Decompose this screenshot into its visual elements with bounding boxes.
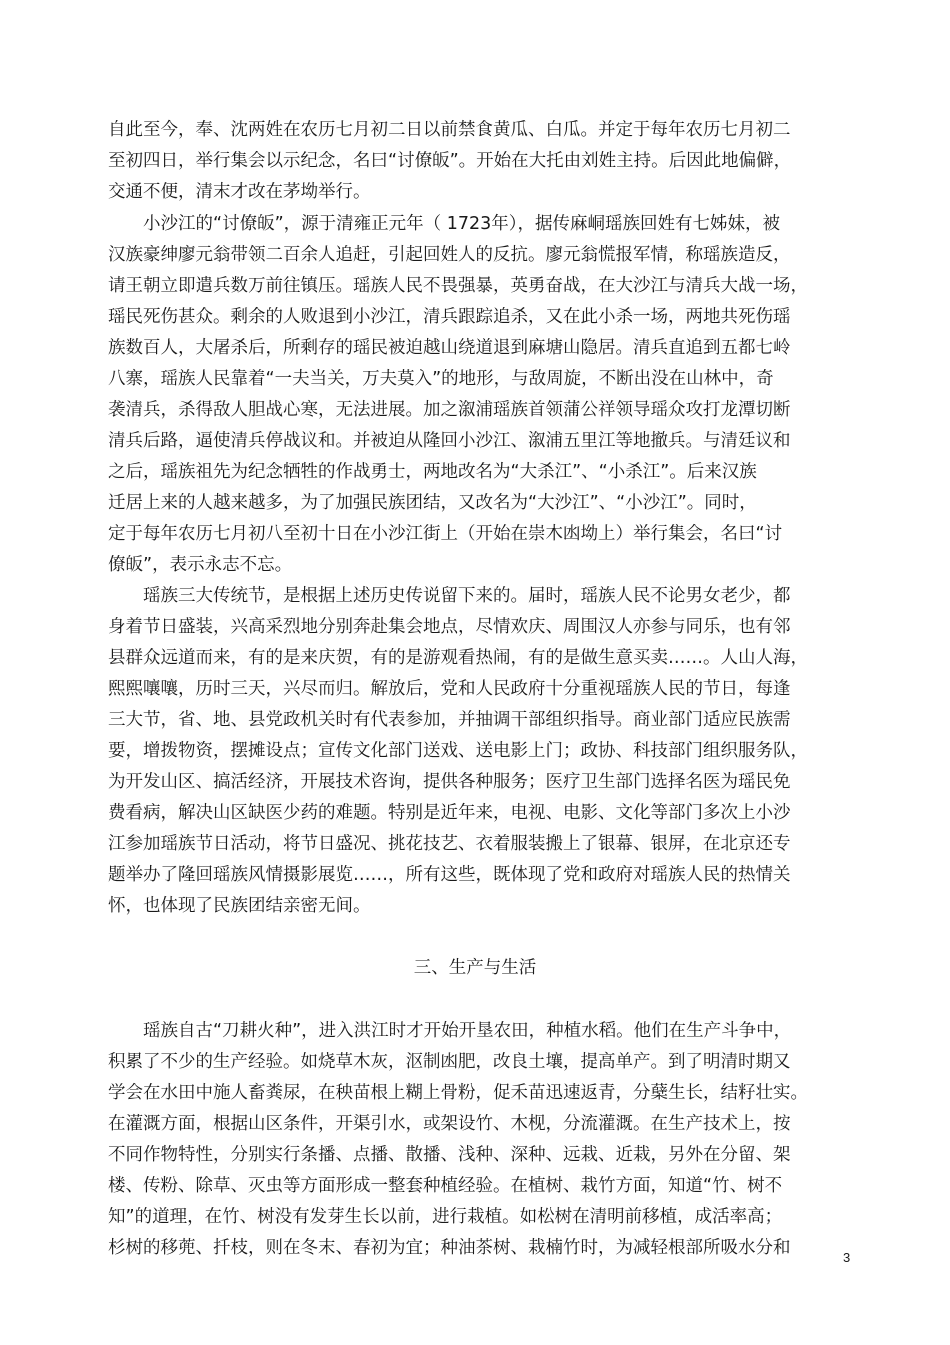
text-line: 定于每年农历七月初八至初十日在小沙江街上（开始在崇木凼坳上）举行集会，名曰“讨 — [108, 524, 783, 544]
text-line: 瑶族三大传统节，是根据上述历史传说留下来的。届时，瑶族人民不论男女老少，都 — [143, 586, 791, 606]
text-line: 自此至今，奉、沈两姓在农历七月初二日以前禁食黄瓜、白瓜。并定于每年农历七月初二 — [108, 120, 791, 140]
text-line: 县群众远道而来，有的是来庆贺，有的是游观看热闹，有的是做生意买卖……。人山人海， — [108, 648, 808, 668]
text-line: 瑶民死伤甚众。剩余的人败退到小沙江，清兵跟踪追杀，又在此小杀一场，两地共死伤瑶 — [108, 307, 791, 327]
text-line: 怀，也体现了民族团结亲密无间。 — [108, 896, 371, 916]
text-line: 之后，瑶族祖先为纪念牺牲的作战勇士，两地改名为“大杀江”、“小杀江”。后来汉族 — [108, 462, 757, 482]
text-line: 请王朝立即遣兵数万前往镇压。瑶族人民不畏强暴，英勇奋战，在大沙江与清兵大战一场， — [108, 276, 808, 296]
text-line: 清兵后路，逼使清兵停战议和。并被迫从隆回小沙江、溆浦五里江等地撤兵。与清廷议和 — [108, 431, 791, 451]
text-line: 熙熙嚷嚷，历时三天，兴尽而归。解放后，党和人民政府十分重视瑶族人民的节日，每逢 — [108, 679, 791, 699]
text-line: 至初四日，举行集会以示纪念，名曰“讨僚皈”。开始在大托由刘姓主持。后因此地偏僻， — [108, 151, 792, 171]
text-line: 瑶族自古“刀耕火种”，进入洪江时才开始开垦农田，种植水稻。他们在生产斗争中， — [143, 1021, 792, 1041]
text-line: 为开发山区、搞活经济，开展技术咨询，提供各种服务；医疗卫生部门选择名医为瑶民免 — [108, 772, 791, 792]
text-line: 八寨，瑶族人民靠着“一夫当关，万夫莫入”的地形，与敌周旋，不断出没在山林中，奇 — [108, 369, 774, 389]
text-line: 迁居上来的人越来越多，为了加强民族团结，又改名为“大沙江”、“小沙江”。同时， — [108, 493, 757, 513]
text-line: 费看病，解决山区缺医少药的难题。特别是近年来，电视、电影、文化等部门多次上小沙 — [108, 803, 791, 823]
text-line: 杉树的移蔸、扦枝，则在冬末、春初为宜；种油茶树、栽楠竹时，为减轻根部所吸水分和 — [108, 1238, 791, 1258]
text-line: 学会在水田中施人畜粪尿，在秧苗根上糊上骨粉，促禾苗迅速返青，分蘖生长，结籽壮实。 — [108, 1083, 808, 1103]
text-line: 族数百人，大屠杀后，所剩存的瑶民被迫越山绕道退到麻塘山隐居。清兵直追到五都七岭 — [108, 338, 791, 358]
text-line: 身着节日盛装，兴高采烈地分别奔赴集会地点，尽情欢庆、周围汉人亦参与同乐，也有邻 — [108, 617, 791, 637]
section-heading: 三、生产与生活 — [413, 958, 537, 978]
text-line: 袭清兵，杀得敌人胆战心寒，无法进展。加之溆浦瑶族首领蒲公祥领导瑶众攻打龙潭切断 — [108, 400, 791, 420]
text-line: 积累了不少的生产经验。如烧草木灰，沤制凼肥，改良土壤，提高单产。到了明清时期又 — [108, 1052, 791, 1072]
text-line: 僚皈”，表示永志不忘。 — [108, 555, 293, 575]
text-line: 不同作物特性，分别实行条播、点播、散播、浅种、深种、远栽、近栽，另外在分留、架 — [108, 1145, 791, 1165]
text-line: 题举办了隆回瑶族风情摄影展览……，所有这些，既体现了党和政府对瑶族人民的热情关 — [108, 865, 791, 885]
text-line: 楼、传粉、除草、灭虫等方面形成一整套种植经验。在植树、栽竹方面，知道“竹、树不 — [108, 1176, 783, 1196]
text-line: 要，增拨物资，摆摊设点；宣传文化部门送戏、送电影上门；政协、科技部门组织服务队， — [108, 741, 808, 761]
text-line: 在灌溉方面，根据山区条件，开渠引水，或架设竹、木枧，分流灌溉。在生产技术上，按 — [108, 1114, 791, 1134]
text-line: 知”的道理，在竹、树没有发芽生长以前，进行栽植。如松树在清明前移植，成活率高； — [108, 1207, 783, 1227]
text-line: 汉族豪绅廖元翁带领二百余人追赶，引起回姓人的反抗。廖元翁慌报军情，称瑶族造反， — [108, 245, 791, 265]
text-line: 小沙江的“讨僚皈”，源于清雍正元年（ 1723年），据传麻峒瑶族回姓有七姊妹，被 — [143, 214, 780, 234]
text-line: 江参加瑶族节日活动，将节日盛况、挑花技艺、衣着服装搬上了银幕、银屏，在北京还专 — [108, 834, 791, 854]
text-line: 交通不便，清末才改在茅坳举行。 — [108, 182, 371, 202]
page-number: 3 — [843, 1250, 851, 1265]
text-line: 三大节，省、地、县党政机关时有代表参加，并抽调干部组织指导。商业部门适应民族需 — [108, 710, 791, 730]
